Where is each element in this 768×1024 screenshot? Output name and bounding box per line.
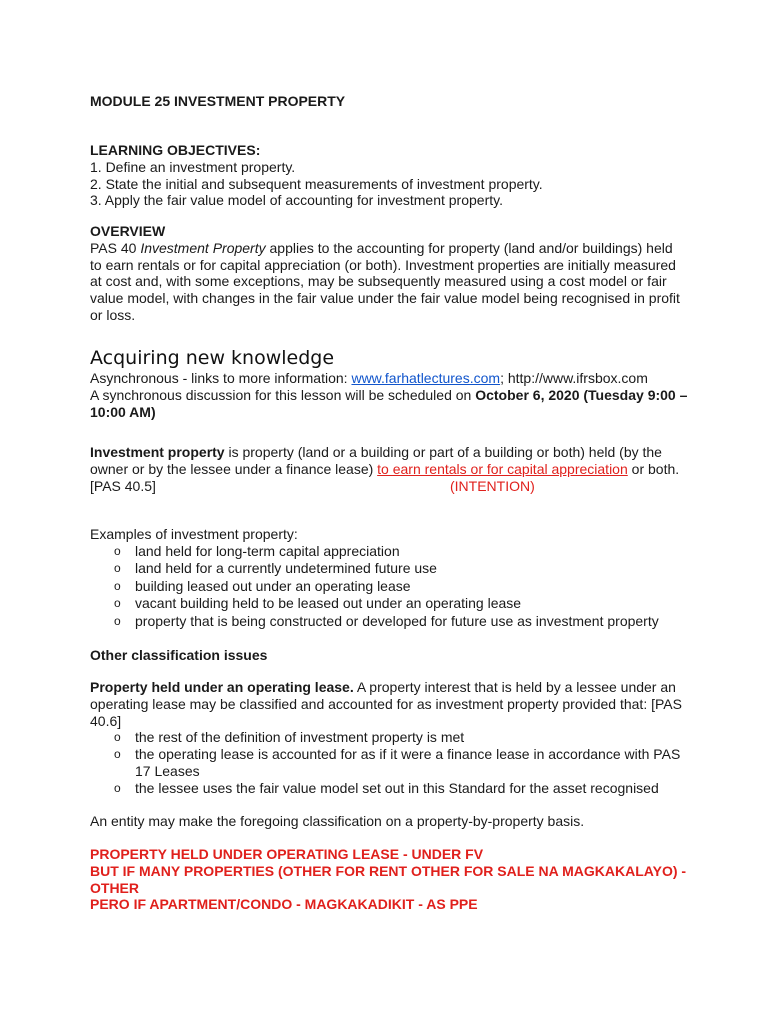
objectives-list [90, 159, 688, 209]
acquiring-heading: Acquiring new knowledge [90, 347, 335, 369]
operating-lease-paragraph [90, 679, 688, 729]
conditions-list [90, 729, 688, 796]
ifrsbox-text: ; http://www.ifrsbox.com [500, 370, 648, 386]
example-item: o building leased out under an operating lease [90, 578, 688, 596]
overview-text-start: PAS 40 [90, 239, 141, 256]
acquiring-section [90, 370, 688, 420]
definition-text-end: or both. [627, 460, 680, 477]
objectives-heading: LEARNING OBJECTIVES: [90, 142, 261, 158]
condition-item: o the lessee uses the fair value model set out in this Standard for the asset recognised [90, 780, 688, 797]
overview-text-rest: applies to the accounting for property (land and/or buildings) held to earn rentals or for capital appreciation (or both). Investment properties are initially measured at cost and, with some exceptions, may be subsequently measured using a cost model or fair value model, with changes in the fair value under the fair value model being recognised in profit or loss. [90, 239, 680, 323]
objective-item: 3. Apply the fair value model of accounting for investment property. [90, 192, 503, 209]
pas-reference: [PAS 40.5] [90, 477, 156, 494]
sync-date: October 6, 2020 (Tuesday 9:00 – 10:00 AM) [90, 386, 688, 420]
examples-section [90, 526, 688, 630]
example-item: o vacant building held to be leased out under an operating lease [90, 595, 688, 613]
red-note: PROPERTY HELD UNDER OPERATING LEASE - UNDER FV [90, 846, 484, 862]
overview-paragraph [90, 240, 688, 324]
example-item: o land held for a currently undetermined future use [90, 560, 688, 578]
red-note: BUT IF MANY PROPERTIES (OTHER FOR RENT OTHER FOR SALE NA MAGKAKALAYO) - OTHER [90, 862, 687, 896]
objective-item: 1. Define an investment property. [90, 158, 296, 175]
definition-ref-line [90, 478, 688, 495]
definition-term: Investment property [90, 444, 225, 460]
example-item: o property that is being constructed or developed for future use as investment property [90, 613, 688, 631]
classification-note: An entity may make the foregoing classification on a property-by-property basis. [90, 813, 585, 829]
overview-heading: OVERVIEW [90, 223, 166, 239]
learning-objectives [90, 142, 688, 209]
definition-section [90, 444, 688, 494]
operating-lease-term: Property held under an operating lease. [90, 679, 354, 695]
condition-item: o the rest of the definition of investment property is met [90, 729, 688, 746]
standard-name: Investment Property [140, 239, 266, 256]
overview-section [90, 223, 688, 324]
async-label: Asynchronous - links to more information: [90, 370, 352, 386]
condition-item: o the operating lease is accounted for as if it were a finance lease in accordance with PAS 17 Leases [90, 746, 688, 780]
other-heading: Other classification issues [90, 647, 268, 663]
intention-label: (INTENTION) [450, 477, 535, 494]
examples-list [90, 543, 688, 631]
definition-text: is property (land or a building or part of a building or both) held (by the owner or by the lessee under a finance lease) [90, 444, 662, 477]
operating-lease-section [90, 679, 688, 797]
sync-label: A synchronous discussion for this lesson will be scheduled on [90, 386, 476, 403]
sync-line [90, 387, 688, 421]
examples-heading: Examples of investment property: [90, 526, 298, 542]
intention-link[interactable]: to earn rentals or for capital appreciation [377, 460, 628, 477]
objective-item: 2. State the initial and subsequent measurements of investment property. [90, 175, 543, 192]
module-title: MODULE 25 INVESTMENT PROPERTY [90, 93, 346, 109]
async-line [90, 370, 688, 387]
definition-paragraph [90, 444, 688, 478]
farhat-link[interactable]: www.farhatlectures.com [351, 370, 501, 386]
example-item: o land held for long-term capital appreciation [90, 543, 688, 561]
operating-lease-text: A property interest that is held by a lessee under an operating lease may be classified and accounted for as investment property provided that: [PAS 40.6] [90, 679, 682, 729]
red-notes [90, 846, 688, 913]
red-note: PERO IF APARTMENT/CONDO - MAGKAKADIKIT - AS PPE [90, 896, 478, 913]
